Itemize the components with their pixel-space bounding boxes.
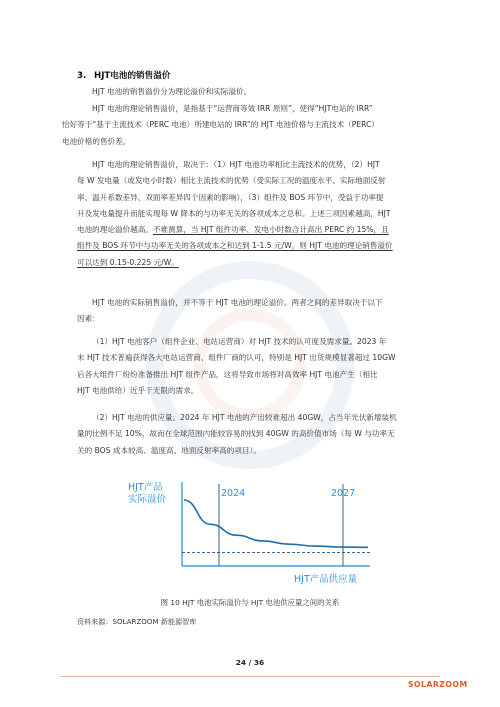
- footer-divider: [60, 676, 440, 677]
- text-line: HJT 电池的理论销售溢价，是指基于“运营商等效 IRR 原则”，使得“HJT电站的 IRR”: [92, 104, 373, 113]
- text-line: 每 W 发电量（或发电小时数）相比主流技术的优势（受实际工况的温度水平、实际地面反射: [77, 176, 386, 186]
- paragraph-actual-premium: [77, 295, 424, 328]
- text-line: HJT 电池的理论销售溢价，取决于：（1）HJT 电池功率相比主流技术的优势，（2）HJT: [92, 160, 380, 169]
- marker-label-2024: 2024: [221, 488, 246, 499]
- figure-caption: 图 10 HJT 电池实际溢价与 HJT 电池供应量之间的关系: [160, 598, 340, 607]
- underlined-conclusion: 不难测算，当 HJT 组件功率、发电小时数合计高出 PERC 约 15%，且: [152, 225, 389, 235]
- text-line: HJT 电池供给）近乎于无限的需求。: [77, 385, 199, 395]
- brand-logo: SOLARZOOM: [408, 680, 468, 689]
- figure-source: 资料来源：SOLARZOOM 新能源智库: [77, 617, 197, 626]
- text-line: 恰好等于“基于主流技术（PERC 电池）所建电站的 IRR”的 HJT 电池价格与主流技术（PERC）: [62, 120, 379, 130]
- y-axis-label-line: 实际溢价: [128, 494, 167, 505]
- y-axis-label-line: HJT产品: [128, 482, 163, 493]
- text-line: 率、温升系数差异、双面率差异四个因素的影响），（3）组件及 BOS 环节中，受益于功率提: [77, 192, 384, 202]
- y-axis-label: [128, 481, 167, 505]
- text-line: HJT 电池的销售溢价分为理论溢价和实际溢价。: [92, 87, 252, 96]
- marker-label-2027: 2027: [331, 488, 356, 499]
- text-line: [62, 222, 424, 238]
- text-line: （2）HJT 电池的供应量。2024 年 HJT 电池的产出较难超出 40GW，占当年光伏新增装机: [92, 413, 397, 422]
- text-line: 后各大组件厂纷纷准备推出 HJT 组件产品，这将导致市场将对高效率 HJT 电池产生（相比: [77, 369, 378, 379]
- section-heading: [77, 69, 170, 81]
- paragraph-theoretical-definition: [62, 101, 424, 150]
- text-line: HJT 电池的实际销售溢价，并不等于 HJT 电池的理论溢价。两者之间的差异取决于以下: [92, 298, 383, 307]
- text-line: 关的 BOS 成本较高、温度高、地面反射率高的项目）。: [77, 445, 261, 455]
- text-line: 升及发电量提升而能实现每 W 降本的与功率无关的各项成本之总和。上述三项因素越高，HJT: [77, 208, 391, 218]
- section-number: 3.: [77, 71, 87, 81]
- text-line: 末 HJT 技术普遍获得各大电站运营商、组件厂商的认可，特别是 HJT 出货规模显著超过 10GW: [77, 353, 396, 363]
- premium-curve: [184, 500, 368, 547]
- page-number: 24 / 36: [235, 658, 265, 667]
- text-line: （1）HJT 电池客户（组件企业、电站运营商）对 HJT 技术的认可度及需求量。2023 年: [92, 337, 387, 346]
- paragraph-factor-demand: [77, 334, 424, 399]
- paragraph-premium-types: [77, 84, 424, 100]
- text-line: 量的比例不足 10%，故而在全球范围内能较容易的找到 40GW 的高价值市场（每 W 与功率无: [77, 429, 395, 439]
- paragraph-theoretical-factors: [77, 157, 424, 271]
- paragraph-factor-supply: [77, 410, 424, 459]
- x-axis-label: HJT产品供应量: [294, 574, 358, 585]
- premium-supply-chart: [124, 474, 376, 594]
- text-line: 电池价格的售价差。: [62, 136, 131, 146]
- text-segment: 电池的理论溢价越高。: [77, 225, 153, 235]
- underlined-conclusion: 可以达到 0.15-0.225 元/W。: [77, 257, 179, 267]
- text-line: 因素：: [77, 314, 100, 324]
- underlined-conclusion: 组件及 BOS 环节中与功率无关的各项成本之和达到 1-1.5 元/W，则 HJT 电池的理论销售溢价: [77, 241, 393, 251]
- section-title: HJT电池的销售溢价: [94, 71, 171, 81]
